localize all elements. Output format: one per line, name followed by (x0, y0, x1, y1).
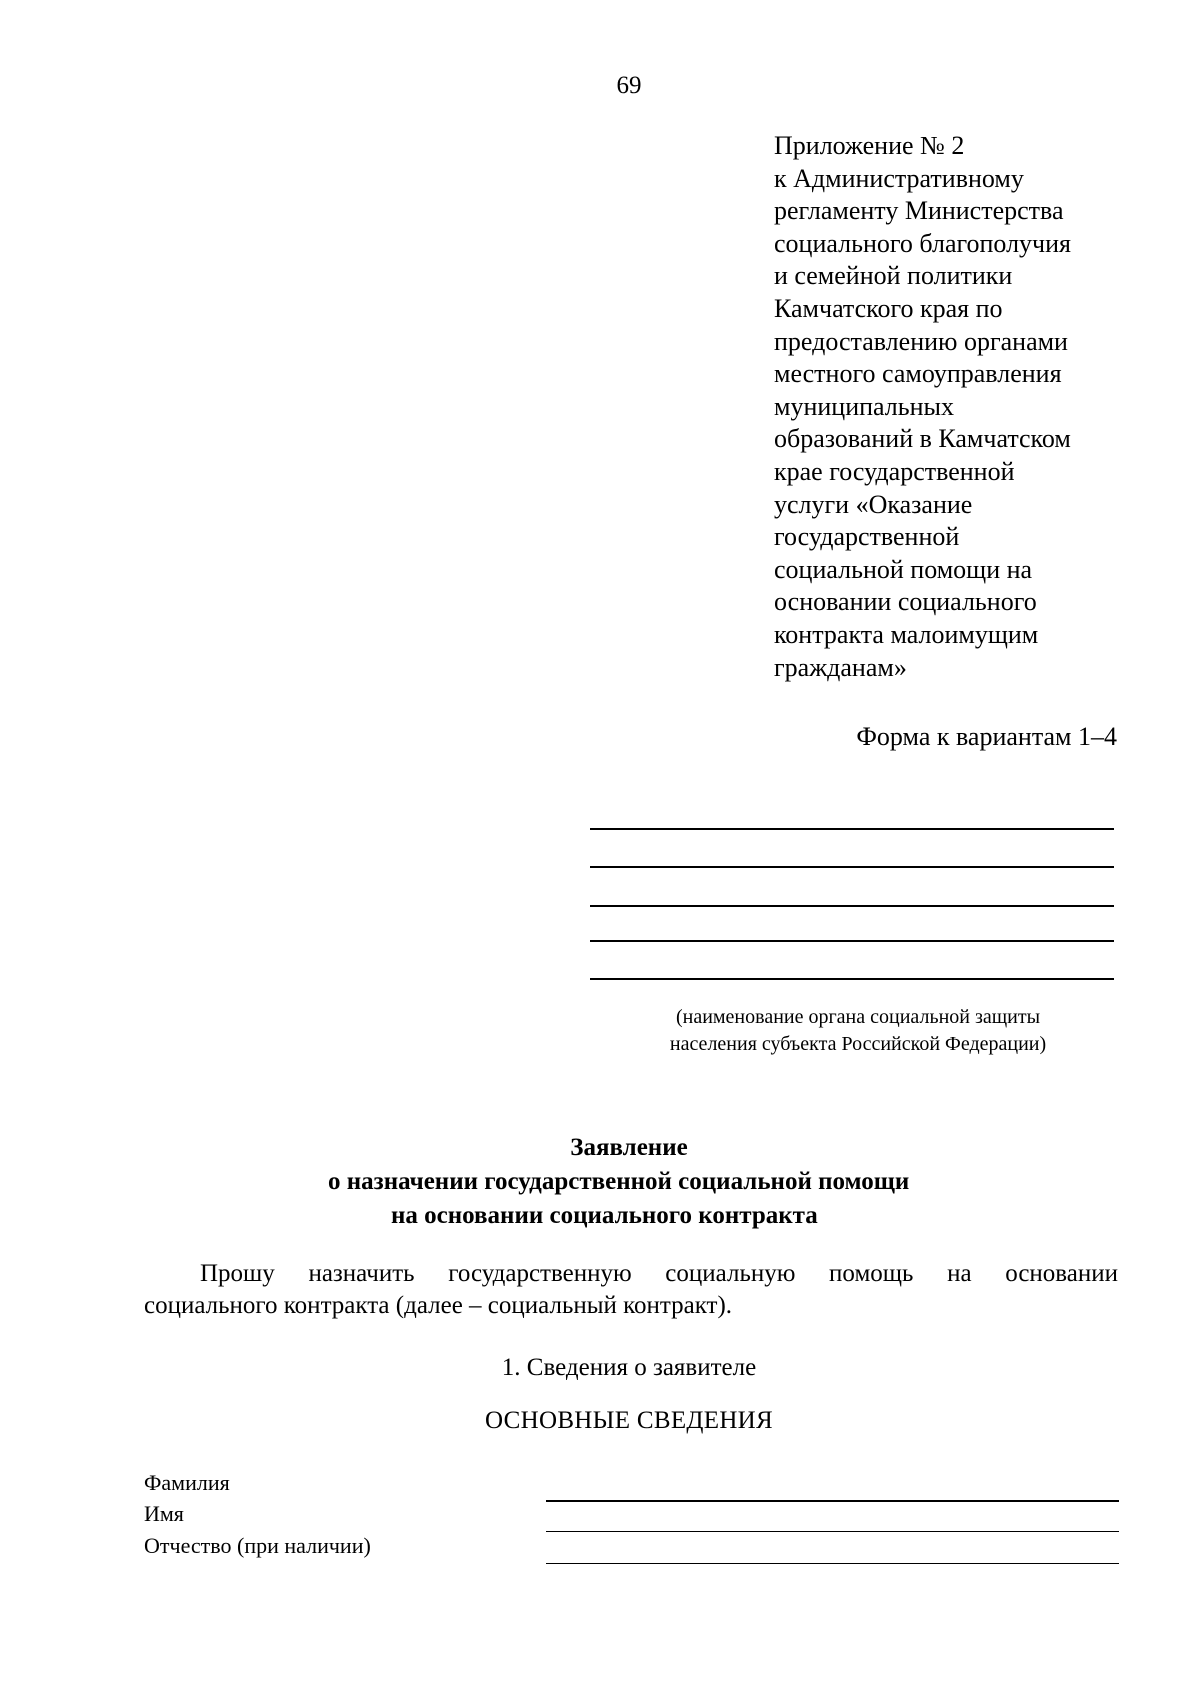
appendix-line: социального благополучия (774, 228, 1072, 258)
appendix-line: крае государственной (774, 456, 1015, 486)
patronymic-label: Отчество (при наличии) (144, 1533, 371, 1558)
surname-input-line[interactable] (546, 1500, 1119, 1502)
appendix-line: и семейной политики (774, 261, 1013, 291)
appendix-line: регламенту Министерства (774, 196, 1064, 226)
appendix-line: основании социального (774, 587, 1037, 617)
request-paragraph (144, 1258, 1118, 1322)
form-variants-label: Форма к вариантам 1–4 (856, 722, 1117, 751)
request-line: социального контракта (далее – социальный контракт). (144, 1292, 733, 1319)
authority-blank-line[interactable] (590, 828, 1114, 830)
appendix-block (774, 130, 1154, 684)
appendix-line: образований в Камчатском (774, 424, 1071, 454)
appendix-line: Камчатского края по (774, 293, 1003, 323)
section-heading: 1. Сведения о заявителе (501, 1354, 757, 1381)
authority-blank-line[interactable] (590, 905, 1114, 907)
surname-label: Фамилия (144, 1470, 230, 1495)
appendix-line: контракта малоимущим (774, 619, 1039, 649)
appendix-line: социальной помощи на (774, 554, 1033, 584)
authority-caption-line: (наименование органа социальной защиты (675, 1006, 1041, 1028)
basic-info-heading: ОСНОВНЫЕ СВЕДЕНИЯ (484, 1407, 774, 1434)
appendix-line: к Административному (774, 163, 1024, 193)
appendix-line: государственной (774, 522, 960, 552)
appendix-line: Приложение № 2 (774, 131, 965, 160)
authority-blank-line[interactable] (590, 978, 1114, 980)
authority-blank-line[interactable] (590, 866, 1114, 868)
appendix-line: предоставлению органами (774, 326, 1068, 356)
name-label: Имя (144, 1501, 184, 1526)
authority-caption (596, 1004, 1120, 1058)
document-subtitle: о назначении государственной социальной помощи (328, 1168, 910, 1195)
appendix-line: муниципальных (774, 391, 955, 421)
document-title: Заявление (570, 1134, 688, 1161)
appendix-line: гражданам» (774, 652, 907, 682)
document-subtitle: на основании социального контракта (391, 1202, 818, 1229)
request-line: Прошу назначить государственную социальную помощь на основании (200, 1260, 1118, 1287)
appendix-line: услуги «Оказание (774, 489, 973, 519)
page-number: 69 (616, 72, 642, 99)
name-input-line[interactable] (546, 1531, 1119, 1532)
authority-blank-line[interactable] (590, 940, 1114, 942)
authority-caption-line: населения субъекта Российской Федерации) (669, 1033, 1047, 1055)
appendix-line: местного самоуправления (774, 359, 1062, 389)
patronymic-input-line[interactable] (546, 1563, 1119, 1564)
